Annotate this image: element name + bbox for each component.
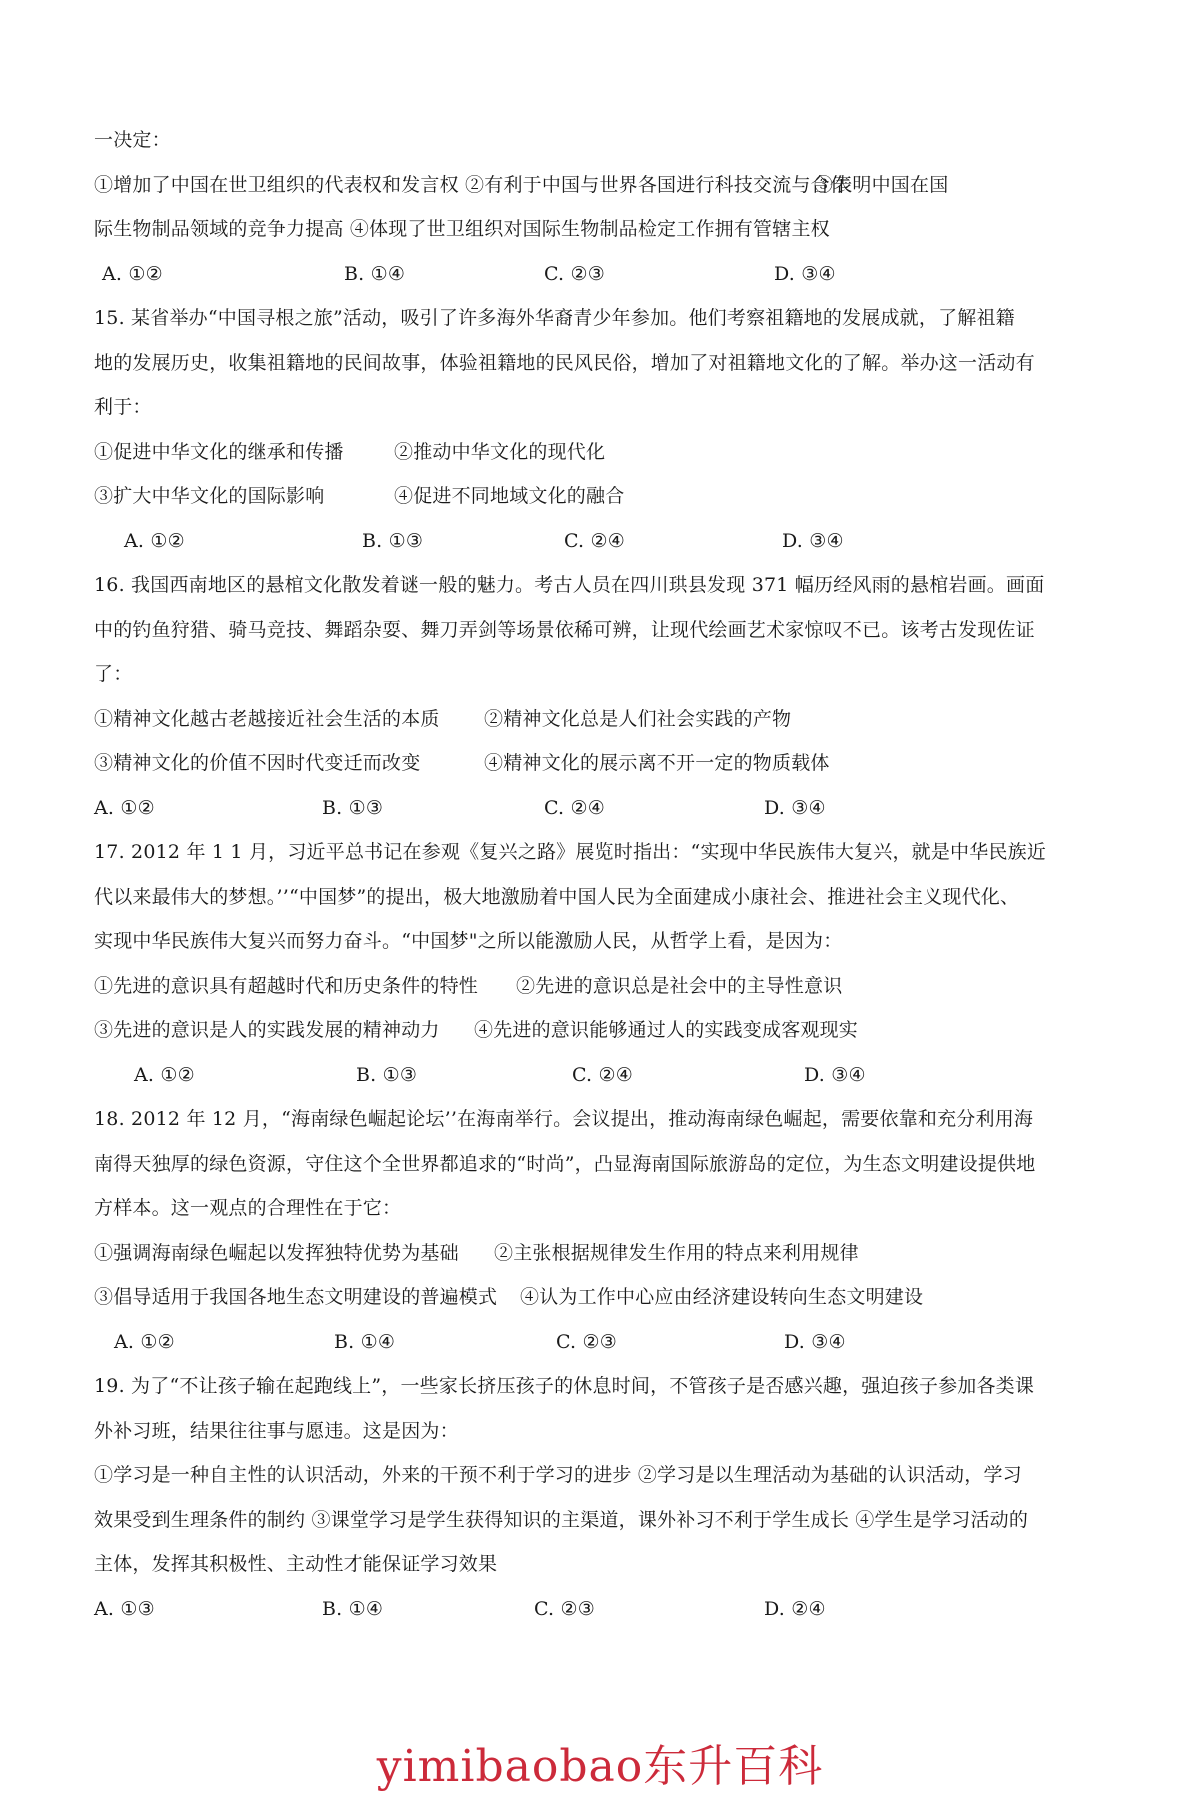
answer-c[interactable]: C. ②③ (544, 262, 606, 285)
q16-option-2: ②精神文化总是人们社会实践的产物 (484, 707, 792, 730)
answer-c[interactable]: C. ②④ (564, 529, 626, 552)
q15-stem-line: 利于： (94, 396, 152, 418)
answer-d[interactable]: D. ③④ (784, 1330, 846, 1353)
q18-options-row1 (94, 1231, 1084, 1276)
answer-c[interactable]: C. ②④ (544, 796, 606, 819)
q14-options-text-b: ③表明中国在国 (814, 173, 949, 196)
q15-option-1: ①促进中华文化的继承和传播 (94, 440, 344, 463)
q16-stem-line: 中的钓鱼狩猎、骑马竞技、舞蹈杂耍、舞刀弄剑等场景依稀可辨，让现代绘画艺术家惊叹不已。该考古发现佐证 (94, 618, 1035, 641)
q16-answers (94, 786, 1084, 831)
q19-option-line: ①学习是一种自主性的认识活动，外来的干预不利于学习的进步 ②学习是以生理活动为基础的认识活动，学习 (94, 1464, 1022, 1486)
answer-b[interactable]: B. ①③ (322, 796, 384, 819)
q18-stem-line: 南得天独厚的绿色资源，守住这个全世界都追求的“时尚”，凸显海南国际旅游岛的定位，为生态文明建设提供地 (94, 1152, 1036, 1175)
answer-d[interactable]: D. ③④ (804, 1063, 866, 1086)
exam-page (94, 118, 1084, 1631)
answer-a[interactable]: A. ①③ (94, 1597, 155, 1620)
q18-stem-line: 18. 2012 年 12 月，“海南绿色崛起论坛’’在海南举行。会议提出，推动海南绿色崛起，需要依靠和充分利用海 (94, 1108, 1034, 1130)
q15-option-2: ②推动中华文化的现代化 (394, 440, 606, 463)
q14-answers (94, 252, 1084, 297)
answer-b[interactable]: B. ①④ (334, 1330, 396, 1353)
q17-option-4: ④先进的意识能够通过人的实践变成客观现实 (474, 1019, 859, 1041)
q17-answers (94, 1053, 1084, 1098)
q14-options-line1 (94, 163, 1084, 208)
q15-options-row2 (94, 474, 1084, 519)
q17-option-1: ①先进的意识具有超越时代和历史条件的特性 (94, 974, 479, 997)
answer-b[interactable]: B. ①④ (344, 262, 406, 285)
answer-d[interactable]: D. ③④ (764, 796, 826, 819)
answer-a[interactable]: A. ①② (102, 262, 163, 285)
answer-b[interactable]: B. ①③ (356, 1063, 418, 1086)
q17-stem-line: 17. 2012 年 1 1 月，习近平总书记在参观《复兴之路》展览时指出：“实现中华民族伟大复兴，就是中华民族近 (94, 841, 1047, 863)
answer-a[interactable]: A. ①② (134, 1063, 195, 1086)
q16-option-3: ③精神文化的价值不因时代变迁而改变 (94, 752, 421, 774)
q15-option-4: ④促进不同地域文化的融合 (394, 485, 625, 507)
q14-options-text: ①增加了中国在世卫组织的代表权和发言权 ②有利于中国与世界各国进行科技交流与合作 (94, 173, 850, 196)
q19-stem-line: 19. 为了“不让孩子输在起跑线上”，一些家长挤压孩子的休息时间，不管孩子是否感兴趣，强迫孩子参加各类课 (94, 1375, 1035, 1397)
q18-stem-line: 方样本。这一观点的合理性在于它： (94, 1197, 402, 1219)
q15-option-3: ③扩大中华文化的国际影响 (94, 485, 325, 507)
q14-tail: 一决定： (94, 129, 171, 151)
answer-a[interactable]: A. ①② (94, 796, 155, 819)
q17-stem-line: 实现中华民族伟大复兴而努力奋斗。“中国梦"之所以能激励人民，从哲学上看，是因为： (94, 930, 843, 952)
q18-answers (94, 1320, 1084, 1365)
q19-stem-line: 外补习班，结果往往事与愿违。这是因为： (94, 1419, 459, 1442)
q15-stem-line: 15. 某省举办“中国寻根之旅”活动，吸引了许多海外华裔青少年参加。他们考察祖籍地的发展成就，了解祖籍 (94, 307, 1015, 329)
answer-c[interactable]: C. ②③ (556, 1330, 618, 1353)
q16-option-4: ④精神文化的展示离不开一定的物质载体 (484, 752, 830, 774)
q18-option-2: ②主张根据规律发生作用的特点来利用规律 (494, 1241, 859, 1264)
q16-option-1: ①精神文化越古老越接近社会生活的本质 (94, 707, 440, 730)
answer-d[interactable]: D. ③④ (774, 262, 836, 285)
answer-d[interactable]: D. ③④ (782, 529, 844, 552)
q16-stem-line: 了： (94, 663, 133, 685)
q18-option-4: ④认为工作中心应由经济建设转向生态文明建设 (520, 1286, 924, 1308)
q19-option-line: 效果受到生理条件的制约 ③课堂学习是学生获得知识的主渠道，课外补习不利于学生成长 ④学生是学习活动的 (94, 1508, 1029, 1531)
q16-options-row1 (94, 697, 1084, 742)
answer-d[interactable]: D. ②④ (764, 1597, 826, 1620)
answer-c[interactable]: C. ②③ (534, 1597, 596, 1620)
q16-options-row2 (94, 741, 1084, 786)
q17-option-2: ②先进的意识总是社会中的主导性意识 (516, 974, 843, 997)
q17-option-3: ③先进的意识是人的实践发展的精神动力 (94, 1019, 440, 1041)
q17-stem-line: 代以来最伟大的梦想。’’“中国梦”的提出，极大地激励着中国人民为全面建成小康社会、推进社会主义现代化、 (94, 885, 1020, 908)
q18-options-row2 (94, 1275, 1084, 1320)
q15-options-row1 (94, 430, 1084, 475)
q14-options-line2: 际生物制品领域的竞争力提高 ④体现了世卫组织对国际生物制品检定工作拥有管辖主权 (94, 218, 830, 240)
q18-option-3: ③倡导适用于我国各地生态文明建设的普遍模式 (94, 1286, 498, 1308)
answer-b[interactable]: B. ①④ (322, 1597, 384, 1620)
answer-a[interactable]: A. ①② (124, 529, 185, 552)
q17-options-row2 (94, 1008, 1084, 1053)
q19-answers (94, 1587, 1084, 1632)
q15-stem-line: 地的发展历史，收集祖籍地的民间故事，体验祖籍地的民风民俗，增加了对祖籍地文化的了解。举办这一活动有 (94, 351, 1035, 374)
watermark-text: yimibaobao东升百科 (376, 1741, 824, 1792)
answer-c[interactable]: C. ②④ (572, 1063, 634, 1086)
answer-a[interactable]: A. ①② (114, 1330, 175, 1353)
q16-stem-line: 16. 我国西南地区的悬棺文化散发着谜一般的魅力。考古人员在四川珙县发现 371 幅历经风雨的悬棺岩画。画面 (94, 574, 1045, 596)
q15-answers (94, 519, 1084, 564)
q19-option-line: 主体，发挥其积极性、主动性才能保证学习效果 (94, 1553, 498, 1575)
answer-b[interactable]: B. ①③ (362, 529, 424, 552)
q17-options-row1 (94, 964, 1084, 1009)
q18-option-1: ①强调海南绿色崛起以发挥独特优势为基础 (94, 1241, 459, 1264)
